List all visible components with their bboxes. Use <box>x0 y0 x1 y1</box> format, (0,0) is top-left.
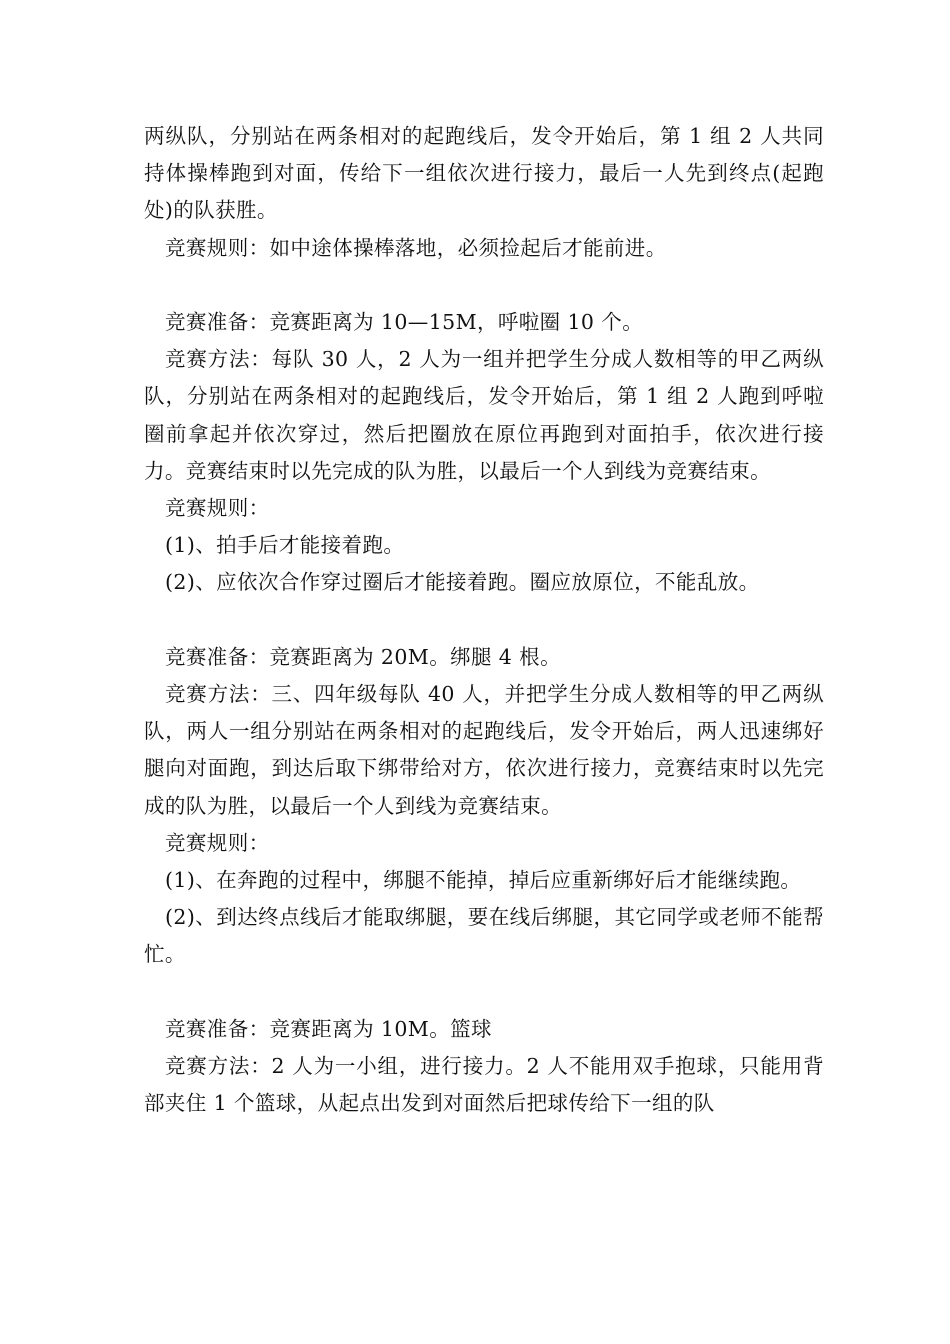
rule-item: (1)、在奔跑的过程中，绑腿不能掉，掉后应重新绑好后才能继续跑。 <box>165 868 802 893</box>
method-paragraph: 竞赛方法：2 人为一小组，进行接力。2 人不能用双手抱球，只能用背部夹住 1 个篮球，从起点出发到对面然后把球传给下一组的队 <box>144 1054 824 1116</box>
document-body <box>144 118 824 1122</box>
method-paragraph: 竞赛方法：三、四年级每队 40 人，并把学生分成人数相等的甲乙两纵队，两人一组分别站在两条相对的起跑线后，发令开始后，两人迅速绑好腿向对面跑，到达后取下绑带给对方，依次进行接力，竞赛结束时以先完成的队为胜，以最后一个人到线为竞赛结束。 <box>144 682 824 818</box>
preparation-paragraph: 竞赛准备：竞赛距离为 10M。篮球 <box>165 1016 492 1041</box>
blank-line <box>144 974 824 1011</box>
rule-paragraph: 竞赛规则：如中途体操棒落地，必须捡起后才能前进。 <box>165 235 667 260</box>
rule-item: (2)、到达终点线后才能取绑腿，要在线后绑腿，其它同学或老师不能帮忙。 <box>144 905 824 967</box>
paragraph: 两纵队，分别站在两条相对的起跑线后，发令开始后，第 1 组 2 人共同持体操棒跑到对面，传给下一组依次进行接力，最后一人先到终点(起跑处)的队获胜。 <box>144 124 824 223</box>
rules-heading: 竞赛规则： <box>165 830 270 855</box>
rules-heading: 竞赛规则： <box>165 496 270 521</box>
blank-line <box>144 267 824 304</box>
blank-line <box>144 602 824 639</box>
rule-item: (1)、拍手后才能接着跑。 <box>165 533 405 558</box>
preparation-paragraph: 竞赛准备：竞赛距离为 10—15M，呼啦圈 10 个。 <box>165 310 644 334</box>
method-paragraph: 竞赛方法：每队 30 人，2 人为一组并把学生分成人数相等的甲乙两纵队，分别站在两条相对的起跑线后，发令开始后，第 1 组 2 人跑到呼啦圈前拿起并依次穿过，然后把圈放在原位再跑到对面拍手，依次进行接力。竞赛结束时以先完成的队为胜，以最后一个人到线为竞赛结束。 <box>144 347 824 483</box>
rule-item: (2)、应依次合作穿过圈后才能接着跑。圈应放原位，不能乱放。 <box>165 570 760 595</box>
preparation-paragraph: 竞赛准备：竞赛距离为 20M。绑腿 4 根。 <box>165 644 561 669</box>
